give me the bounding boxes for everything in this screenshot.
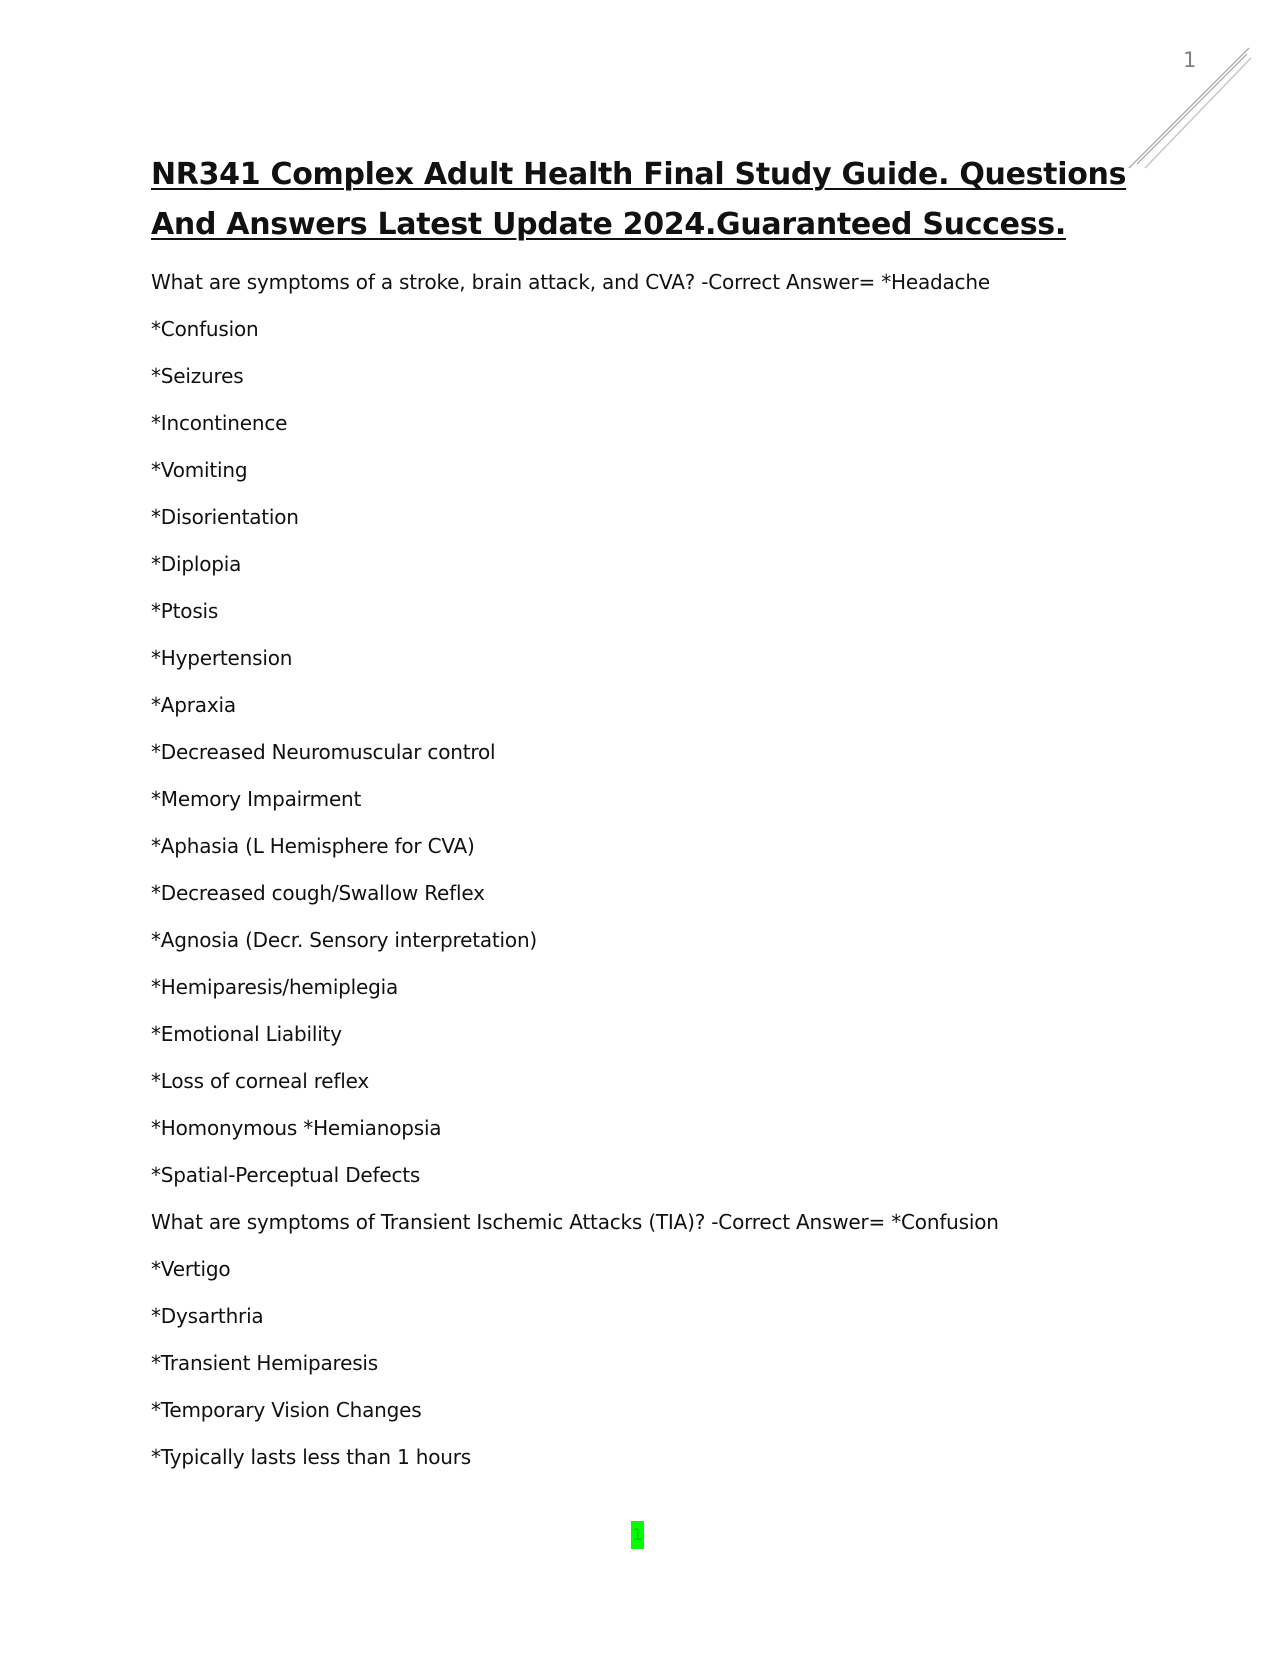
- document-body: [151, 264, 1151, 1486]
- answer-line: *Dysarthria: [151, 1304, 264, 1328]
- answer-line: *Typically lasts less than 1 hours: [151, 1445, 471, 1469]
- corner-decoration-icon: [1125, 44, 1255, 174]
- answer-line: *Ptosis: [151, 599, 219, 623]
- answer-line: *Vomiting: [151, 458, 248, 482]
- answer-line: *Confusion: [151, 317, 259, 341]
- question-line: What are symptoms of Transient Ischemic Attacks (TIA)? -Correct Answer= *Confusion: [151, 1210, 999, 1234]
- answer-line: *Decreased cough/Swallow Reflex: [151, 881, 485, 905]
- answer-line: *Transient Hemiparesis: [151, 1351, 379, 1375]
- answer-line: *Apraxia: [151, 693, 236, 717]
- header-page-number: 1: [1183, 48, 1197, 72]
- answer-line: *Homonymous *Hemianopsia: [151, 1116, 442, 1140]
- answer-line: *Decreased Neuromuscular control: [151, 740, 496, 764]
- answer-line: *Incontinence: [151, 411, 288, 435]
- answer-line: *Hemiparesis/hemiplegia: [151, 975, 399, 999]
- answer-line: *Hypertension: [151, 646, 293, 670]
- answer-line: *Temporary Vision Changes: [151, 1398, 422, 1422]
- answer-line: *Disorientation: [151, 505, 299, 529]
- answer-line: *Aphasia (L Hemisphere for CVA): [151, 834, 475, 858]
- footer-page-number: 1: [631, 1521, 644, 1549]
- question-line: What are symptoms of a stroke, brain attack, and CVA? -Correct Answer= *Headache: [151, 270, 990, 294]
- answer-line: *Seizures: [151, 364, 244, 388]
- document-title: NR341 Complex Adult Health Final Study Guide. Questions And Answers Latest Update 2024.Guaranteed Success.: [151, 157, 1127, 242]
- answer-line: *Memory Impairment: [151, 787, 362, 811]
- answer-line: *Agnosia (Decr. Sensory interpretation): [151, 928, 538, 952]
- answer-line: *Diplopia: [151, 552, 242, 576]
- answer-line: *Spatial-Perceptual Defects: [151, 1163, 421, 1187]
- answer-line: *Vertigo: [151, 1257, 231, 1281]
- answer-line: *Loss of corneal reflex: [151, 1069, 369, 1093]
- answer-line: *Emotional Liability: [151, 1022, 342, 1046]
